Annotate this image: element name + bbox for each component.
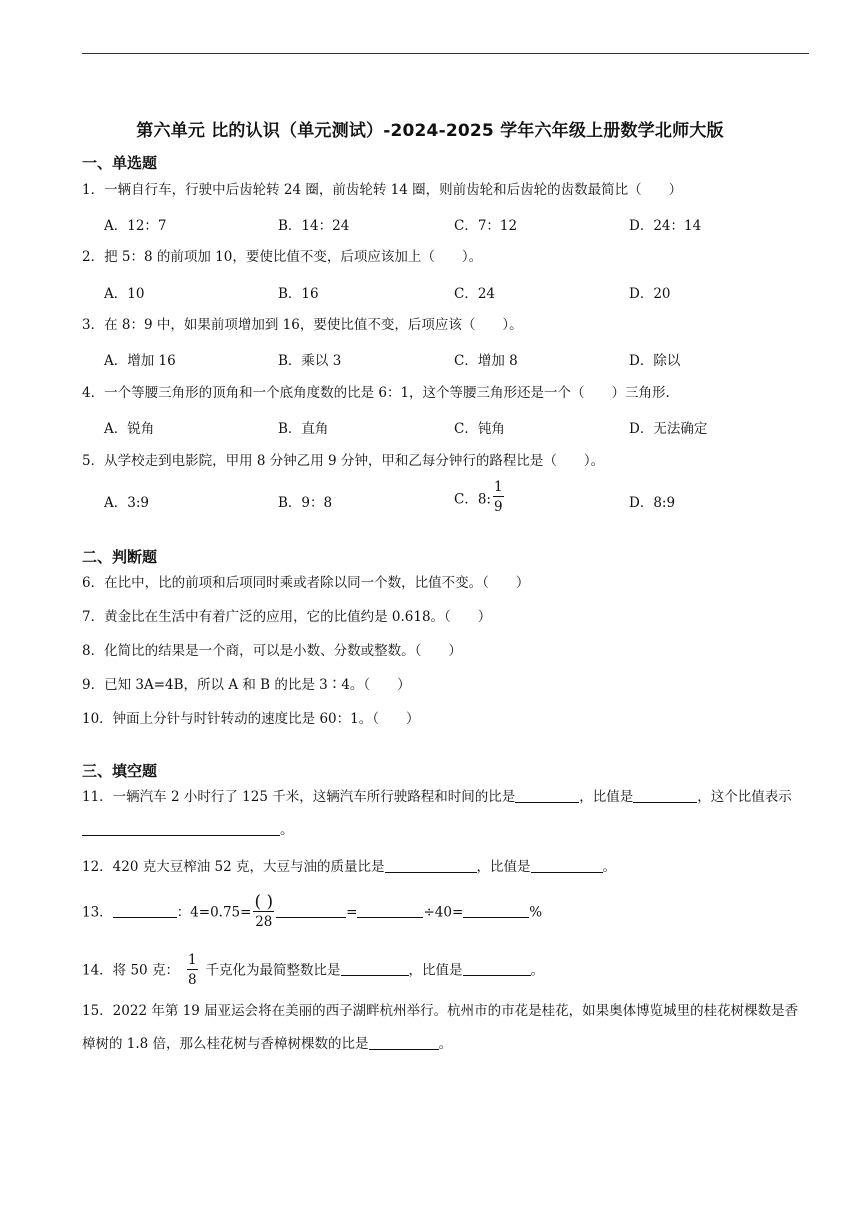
q14-blank-value[interactable]	[463, 961, 531, 976]
question-11	[82, 781, 809, 847]
question-5: 5．从学校走到电影院，甲用 8 分钟乙用 9 分钟，甲和乙每分钟行的路程比是（ ）。	[82, 453, 605, 469]
q11-blank-meaning[interactable]	[82, 821, 280, 836]
q5-option-d[interactable]: D．8:9	[629, 495, 676, 511]
q15-blank-ratio[interactable]	[369, 1035, 439, 1050]
q14-blank-ratio[interactable]	[341, 961, 409, 976]
q3-option-a[interactable]: A．增加 16	[104, 353, 176, 369]
q2-option-d[interactable]: D．20	[629, 286, 671, 302]
q4-option-b[interactable]: B．直角	[278, 421, 329, 437]
q12-blank-value[interactable]	[531, 858, 603, 873]
q3-option-c[interactable]: C．增加 8	[454, 353, 518, 369]
q1-option-d[interactable]: D．24：14	[629, 218, 702, 234]
q12-text-3: 。	[602, 859, 616, 875]
question-12	[82, 857, 809, 877]
question-13	[82, 893, 809, 932]
q3-option-d[interactable]: D．除以	[629, 353, 681, 369]
q5-option-c-fraction	[493, 478, 504, 517]
q11-text-3: ，这个比值表示	[697, 789, 792, 805]
fraction-denominator: 8	[187, 972, 197, 988]
question-2: 2．把 5：8 的前项加 10，要使比值不变，后项应该加上（ ）。	[82, 249, 483, 265]
q4-option-c[interactable]: C．钝角	[454, 421, 505, 437]
fraction-numerator[interactable]: ( )	[254, 892, 274, 912]
q13-blank-1[interactable]	[113, 903, 177, 918]
q15-text-1: 15．2022 年第 19 届亚运会将在美丽的西子湖畔杭州举行。杭州市的市花是桂花，如果奥体博览城里的桂花树棵数是香樟树的 1.8 倍，那么桂花树与香樟树棵数的比是	[82, 1003, 799, 1052]
q13-text-4: %	[529, 904, 543, 921]
fraction-numerator: 1	[187, 952, 197, 968]
q11-blank-ratio[interactable]	[515, 788, 579, 803]
question-14	[82, 951, 809, 990]
question-7: 7．黄金比在生活中有着广泛的应用，它的比值约是 0.618。（ ）	[82, 609, 492, 625]
q13-text-2: =	[346, 904, 358, 921]
section-heading-fill-in: 三、填空题	[82, 762, 158, 780]
q13-blank-2[interactable]	[276, 903, 346, 918]
q12-blank-ratio[interactable]	[385, 858, 477, 873]
question-15	[82, 995, 809, 1061]
question-4: 4．一个等腰三角形的顶角和一个底角度数的比是 6：1，这个等腰三角形还是一个（ ）三角形.	[82, 385, 670, 401]
q11-text-1: 11．一辆汽车 2 小时行了 125 千米，这辆汽车所行驶路程和时间的比是	[82, 789, 516, 805]
q2-option-b[interactable]: B．16	[278, 286, 319, 302]
q4-option-a[interactable]: A．锐角	[104, 421, 155, 437]
q14-fraction	[187, 951, 198, 990]
question-8: 8．化简比的结果是一个商，可以是小数、分数或整数。（ ）	[82, 643, 462, 659]
question-3: 3．在 8：9 中，如果前项增加到 16，要使比值不变，后项应该（ ）。	[82, 317, 523, 333]
q11-text-4: 。	[280, 822, 294, 838]
q13-label: 13．	[82, 904, 113, 921]
page-title: 第六单元 比的认识（单元测试）-2024-2025 学年六年级上册数学北师大版	[136, 121, 724, 141]
q12-text-1: 12．420 克大豆榨油 52 克，大豆与油的质量比是	[82, 859, 385, 875]
q14-text-4: 。	[530, 962, 545, 979]
q4-option-d[interactable]: D．无法确定	[629, 421, 708, 437]
q14-text-2: 千克化为最简整数比是	[205, 962, 341, 979]
q13-text-1: ：4=0.75=	[176, 904, 252, 921]
header-rule	[82, 53, 809, 54]
fraction-denominator: 9	[493, 499, 503, 515]
q11-text-2: ，比值是	[579, 789, 634, 805]
fraction-numerator: 1	[493, 479, 503, 495]
q14-text-1: 14．将 50 克：	[82, 962, 179, 979]
q1-option-c[interactable]: C．7：12	[454, 218, 518, 234]
q2-option-c[interactable]: C．24	[454, 286, 496, 302]
question-9: 9．已知 3A=4B，所以 A 和 B 的比是 3∶4。（ ）	[82, 677, 411, 693]
q13-fraction	[253, 893, 274, 932]
q3-option-b[interactable]: B．乘以 3	[278, 353, 342, 369]
q1-option-a[interactable]: A．12：7	[104, 218, 167, 234]
q1-option-b[interactable]: B．14：24	[278, 218, 350, 234]
question-6: 6．在比中，比的前项和后项同时乘或者除以同一个数，比值不变。（ ）	[82, 575, 530, 591]
q5-option-b[interactable]: B．9：8	[278, 495, 333, 511]
q14-text-3: ，比值是	[408, 962, 463, 979]
q12-text-2: ，比值是	[476, 859, 531, 875]
q5-option-a[interactable]: A．3:9	[104, 495, 149, 511]
question-1: 1．一辆自行车，行驶中后齿轮转 24 圈，前齿轮转 14 圈，则前齿轮和后齿轮的齿数最简比（ ）	[82, 182, 683, 198]
q13-blank-3[interactable]	[357, 903, 423, 918]
q11-blank-value[interactable]	[633, 788, 697, 803]
q15-text-2: 。	[438, 1036, 453, 1052]
q2-option-a[interactable]: A．10	[104, 286, 145, 302]
question-10: 10．钟面上分针与时针转动的速度比是 60：1。（ ）	[82, 711, 420, 727]
q13-text-3: ÷40=	[423, 904, 464, 921]
q5-option-c-text: C．8:	[454, 491, 491, 508]
q5-option-c[interactable]	[454, 478, 506, 517]
section-heading-true-false: 二、判断题	[82, 548, 158, 566]
fraction-denominator: 28	[255, 914, 273, 930]
q13-blank-4[interactable]	[463, 903, 529, 918]
section-heading-single-choice: 一、单选题	[82, 154, 158, 172]
